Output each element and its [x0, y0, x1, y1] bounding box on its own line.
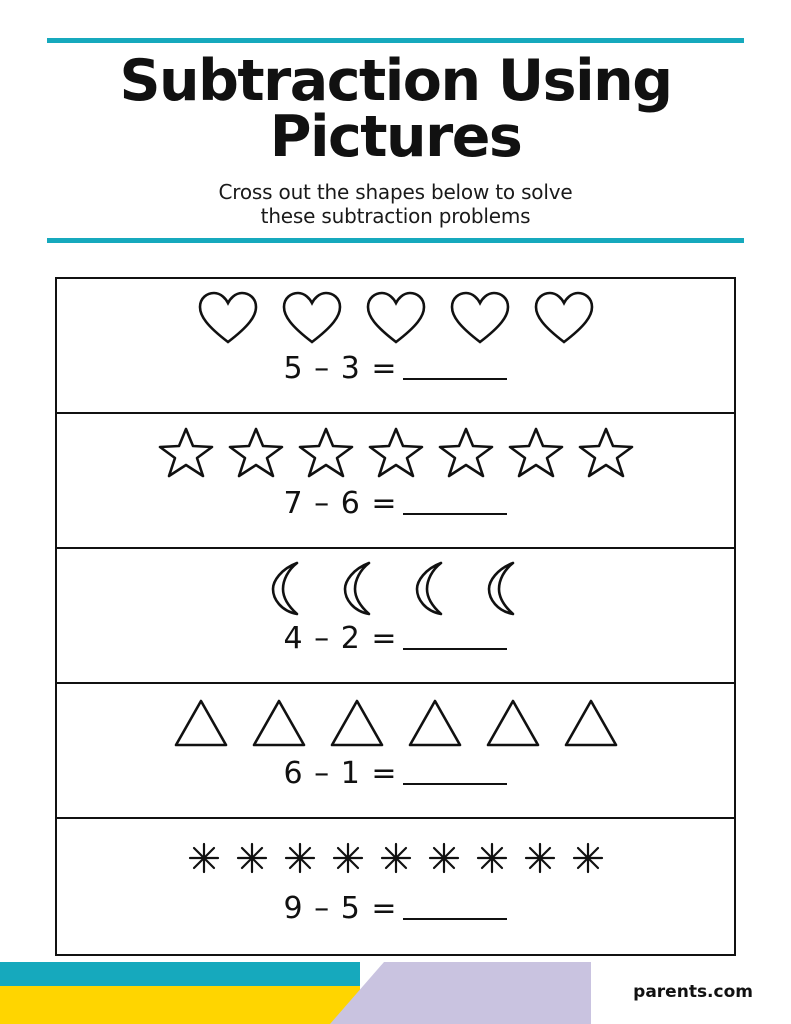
- bottom-divider-rule: [47, 238, 744, 243]
- heart-icon: [281, 290, 343, 346]
- moon-icon: [335, 559, 385, 617]
- page-footer: [0, 962, 791, 1024]
- triangle-icon: [485, 697, 541, 749]
- asterisk-icon: [283, 841, 317, 875]
- asterisk-icon: [331, 841, 365, 875]
- asterisk-icon: [427, 841, 461, 875]
- moon-icon: [479, 559, 529, 617]
- triangle-icon: [563, 697, 619, 749]
- star-icon: [578, 426, 634, 480]
- answer-blank[interactable]: [403, 493, 507, 515]
- heart-icon: [365, 290, 427, 346]
- answer-blank[interactable]: [403, 763, 507, 785]
- equation-row-5: [57, 891, 734, 926]
- subtitle-line-1: Cross out the shapes below to solve: [218, 179, 573, 204]
- star-icon: [298, 426, 354, 480]
- heart-icon: [533, 290, 595, 346]
- heart-icon: [449, 290, 511, 346]
- shape-group-asterisk: [57, 819, 734, 887]
- problem-row: [57, 549, 734, 684]
- asterisk-icon: [187, 841, 221, 875]
- equation-text: 5 – 3 =: [283, 351, 398, 386]
- star-icon: [228, 426, 284, 480]
- equation-text: 4 – 2 =: [283, 621, 398, 656]
- asterisk-icon: [235, 841, 269, 875]
- brand-label: parents.com: [633, 982, 753, 1002]
- asterisk-icon: [379, 841, 413, 875]
- asterisk-icon: [475, 841, 509, 875]
- equation-text: 7 – 6 =: [283, 486, 398, 521]
- triangle-icon: [329, 697, 385, 749]
- answer-blank[interactable]: [403, 358, 507, 380]
- star-icon: [368, 426, 424, 480]
- subtitle-line-2: these subtraction problems: [260, 204, 531, 229]
- problem-row: [57, 684, 734, 819]
- answer-blank[interactable]: [403, 898, 507, 920]
- triangle-icon: [407, 697, 463, 749]
- worksheet-header: [47, 38, 744, 243]
- shape-group-triangle: [57, 684, 734, 752]
- triangle-icon: [251, 697, 307, 749]
- problem-row: [57, 279, 734, 414]
- equation-row-3: [57, 621, 734, 656]
- shape-group-heart: [57, 279, 734, 347]
- answer-blank[interactable]: [403, 628, 507, 650]
- footer-teal-band: [0, 962, 360, 986]
- moon-icon: [407, 559, 457, 617]
- asterisk-icon: [523, 841, 557, 875]
- footer-purple-band: [330, 962, 630, 1024]
- page-subtitle: [47, 180, 744, 229]
- problem-row: [57, 414, 734, 549]
- equation-row-1: [57, 351, 734, 386]
- shape-group-moon: [57, 549, 734, 617]
- equation-row-2: [57, 486, 734, 521]
- equation-row-4: [57, 756, 734, 791]
- equation-text: 9 – 5 =: [283, 891, 398, 926]
- equation-text: 6 – 1 =: [283, 756, 398, 791]
- star-icon: [508, 426, 564, 480]
- shape-group-star: [57, 414, 734, 482]
- star-icon: [158, 426, 214, 480]
- problems-table: [55, 277, 736, 956]
- triangle-icon: [173, 697, 229, 749]
- asterisk-icon: [571, 841, 605, 875]
- problem-row: [57, 819, 734, 954]
- star-icon: [438, 426, 494, 480]
- heart-icon: [197, 290, 259, 346]
- top-divider-rule: [47, 38, 744, 43]
- moon-icon: [263, 559, 313, 617]
- page-title: Subtraction Using Pictures: [119, 48, 672, 171]
